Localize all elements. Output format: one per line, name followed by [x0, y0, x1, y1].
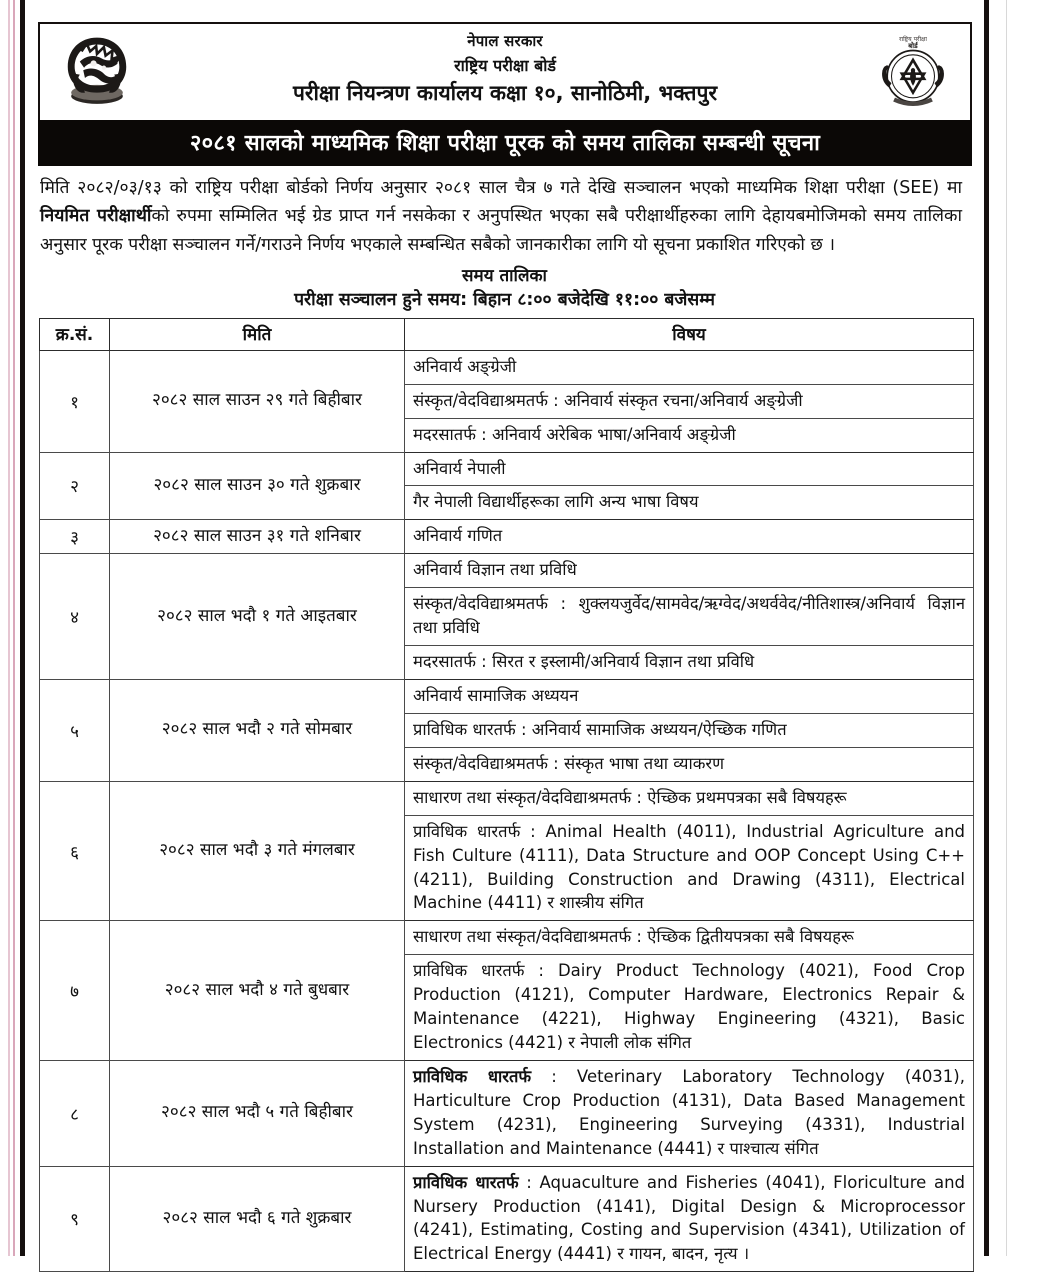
column-header-sn: क्र.सं. [40, 318, 110, 350]
cell-subject: संस्कृत/वेदविद्याश्रमतर्फ : संस्कृत भाषा तथा व्याकरण [405, 747, 974, 781]
cell-subject: अनिवार्य गणित [405, 520, 974, 554]
cell-subject: गैर नेपाली विद्यार्थीहरूका लागि अन्य भाषा विषय [405, 486, 974, 520]
cell-subject: मदरसातर्फ : सिरत र इस्लामी/अनिवार्य विज्ञान तथा प्रविधि [405, 646, 974, 680]
table-row [40, 520, 974, 554]
masthead [38, 22, 972, 120]
table-row [40, 452, 974, 486]
masthead-text-block [40, 24, 970, 109]
table-row [40, 679, 974, 713]
table-body [40, 350, 974, 1272]
table-row [40, 554, 974, 588]
masthead-line-government: नेपाल सरकार [467, 32, 543, 50]
masthead-line-board: राष्ट्रिय परीक्षा बोर्ड [454, 55, 556, 75]
cell-serial-number: ३ [40, 520, 110, 554]
svg-text:राष्ट्रिय परीक्षा: राष्ट्रिय परीक्षा [899, 36, 927, 44]
table-header-row [40, 318, 974, 350]
notice-paragraph-part2: को रुपमा सम्मिलित भई ग्रेड प्राप्त गर्न नसकेका र अनुपस्थित भएका सबै परीक्षार्थीहरुका लागि देहायबमोजिमको समय तालिका अनुसार पूरक परीक्षा सञ्चालन गर्ने/गराउने निर्णय भएकाले सम्बन्धित सबैको जानकारीका लागि यो सूचना प्रकाशित गरिएको छ । [40, 206, 963, 255]
cell-exam-date: २०८२ साल भदौ २ गते सोमबार [110, 679, 405, 781]
national-examination-board-seal-icon [870, 29, 956, 115]
cell-subject: प्राविधिक धारतर्फ : Aquaculture and Fisheries (4041), Floriculture and Nursery Production (4141), Digital Design & Microprocessor (4241), Estimating, Costing and Supervision (4341), Utilization of Electrical Energy (4441) र गायन, बादन, नृत्य । [405, 1166, 974, 1272]
cell-serial-number: ८ [40, 1060, 110, 1166]
cell-subject: अनिवार्य नेपाली [405, 452, 974, 486]
notice-paragraph [40, 174, 962, 259]
masthead-line-office: परीक्षा नियन्त्रण कार्यालय कक्षा १०, सानोठिमी, भक्तपुर [292, 81, 718, 106]
cell-exam-date: २०८२ साल भदौ ६ गते शुक्रबार [110, 1166, 405, 1272]
exam-schedule-table [39, 318, 974, 1272]
scan-edge-pink-line-inner [13, 0, 15, 1256]
cell-exam-date: २०८२ साल साउन ३० गते शुक्रबार [110, 452, 405, 520]
svg-text:बोर्ड: बोर्ड [908, 41, 918, 50]
cell-serial-number: ५ [40, 679, 110, 781]
cell-subject: अनिवार्य विज्ञान तथा प्रविधि [405, 554, 974, 588]
cell-subject: प्राविधिक धारतर्फ : Animal Health (4011), Industrial Agriculture and Fish Culture (4111), Data Structure and OOP Concept Using C++ (4211), Building Construction and Drawing (4311), Electrical Machine (4411) र शास्त्रीय संगित [405, 815, 974, 921]
page-right-black-border [984, 0, 989, 1256]
cell-subject: प्राविधिक धारतर्फ : अनिवार्य सामाजिक अध्ययन/ऐच्छिक गणित [405, 713, 974, 747]
exam-time-line: परीक्षा सञ्चालन हुने समय: बिहान ८:०० बजेदेखि ११:०० बजेसम्म [294, 290, 715, 311]
column-header-date: मिति [110, 318, 405, 350]
cell-exam-date: २०८२ साल साउन ३१ गते शनिबार [110, 520, 405, 554]
nepal-government-emblem-icon [54, 29, 140, 115]
cell-subject: अनिवार्य अङ्ग्रेजी [405, 350, 974, 384]
notice-content [25, 0, 984, 1264]
cell-serial-number: ४ [40, 554, 110, 680]
cell-serial-number: १ [40, 350, 110, 452]
cell-exam-date: २०८२ साल भदौ १ गते आइतबार [110, 554, 405, 680]
column-header-subject: विषय [405, 318, 974, 350]
cell-exam-date: २०८२ साल भदौ ३ गते मंगलबार [110, 781, 405, 921]
table-row [40, 921, 974, 955]
cell-subject: प्राविधिक धारतर्फ : Veterinary Laboratory Technology (4031), Harticulture Crop Production (4131), Data Based Management System (4231), Engineering Surveying (4331), Industrial Installation and Maintenance (4441) र पाश्चात्य संगित [405, 1060, 974, 1166]
notice-banner-title: २०८१ सालको माध्यमिक शिक्षा परीक्षा पूरक को समय तालिका सम्बन्धी सूचना [38, 120, 972, 166]
cell-exam-date: २०८२ साल भदौ ५ गते बिहीबार [110, 1060, 405, 1166]
cell-subject: साधारण तथा संस्कृत/वेदविद्याश्रमतर्फ : ऐच्छिक द्वितीयपत्रका सबै विषयहरू [405, 921, 974, 955]
scan-edge-pink-line-outer [8, 0, 10, 1256]
cell-subject: अनिवार्य सामाजिक अध्ययन [405, 679, 974, 713]
schedule-title: समय तालिका [462, 266, 547, 287]
table-row [40, 1060, 974, 1166]
cell-serial-number: ९ [40, 1166, 110, 1272]
cell-subject: प्राविधिक धारतर्फ : Dairy Product Technology (4021), Food Crop Production (4121), Computer Hardware, Electronics Repair & Maintenance (4221), Highway Engineering (4321), Basic Electronics (4421) र नेपाली लोक संगित [405, 955, 974, 1061]
cell-subject: संस्कृत/वेदविद्याश्रमतर्फ : अनिवार्य संस्कृत रचना/अनिवार्य अङ्ग्रेजी [405, 384, 974, 418]
table-row [40, 350, 974, 384]
cell-subject: संस्कृत/वेदविद्याश्रमतर्फ : शुक्लयजुर्वेद/सामवेद/ऋग्वेद/अथर्ववेद/नीतिशास्त्र/अनिवार्य विज्ञान तथा प्रविधि [405, 588, 974, 646]
cell-exam-date: २०८२ साल साउन २९ गते बिहीबार [110, 350, 405, 452]
cell-serial-number: ७ [40, 921, 110, 1061]
cell-serial-number: ६ [40, 781, 110, 921]
subject-stream-label: प्राविधिक धारतर्फ [413, 1172, 519, 1192]
table-row [40, 781, 974, 815]
cell-subject: मदरसातर्फ : अनिवार्य अरेबिक भाषा/अनिवार्य अङ्ग्रेजी [405, 418, 974, 452]
scan-edge-grey-line [1006, 0, 1007, 1256]
cell-subject: साधारण तथा संस्कृत/वेदविद्याश्रमतर्फ : ऐच्छिक प्रथमपत्रका सबै विषयहरू [405, 781, 974, 815]
cell-serial-number: २ [40, 452, 110, 520]
subject-stream-label: प्राविधिक धारतर्फ [413, 1066, 532, 1086]
cell-exam-date: २०८२ साल भदौ ४ गते बुधबार [110, 921, 405, 1061]
notice-paragraph-bold: नियमित परीक्षार्थी [40, 206, 152, 227]
notice-paragraph-part1: मिति २०८२/०३/१३ को राष्ट्रिय परीक्षा बोर्डको निर्णय अनुसार २०८१ साल चैत्र ७ गते देखि सञ्चालन भएको माध्यमिक शिक्षा परीक्षा (SEE) मा [40, 178, 962, 198]
